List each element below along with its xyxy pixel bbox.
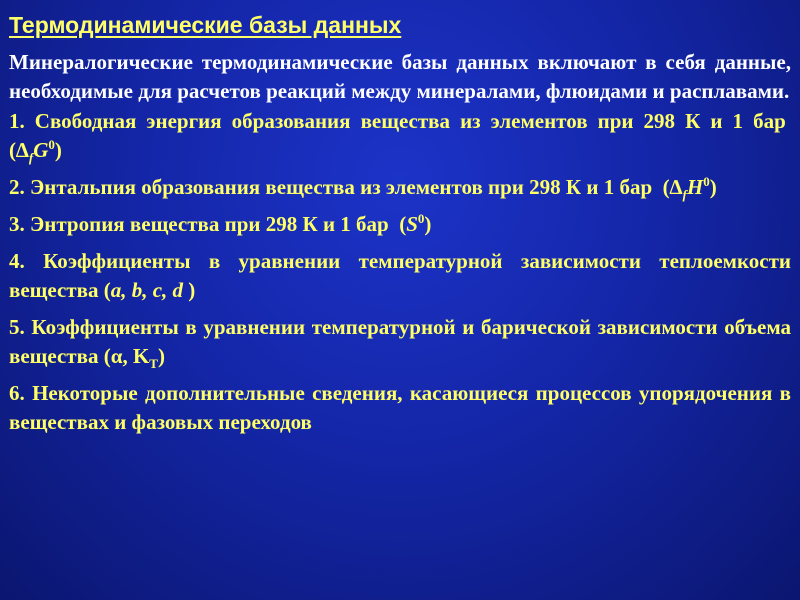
list-item-6 xyxy=(9,379,791,437)
item-1-text: 1. Свободная энергия образования вещества из элементов при 298 К и 1 бар xyxy=(9,109,786,133)
list-item-3 xyxy=(9,210,791,239)
item-5-text: 5. Коэффициенты в уравнении температурной и барической зависимости объема вещества xyxy=(9,315,791,368)
slide xyxy=(9,10,791,590)
item-2-text: 2. Энтальпия образования вещества из элементов при 298 К и 1 бар xyxy=(9,175,653,199)
item-2-formula: $(\Delta_fH^0)$ xyxy=(662,174,717,203)
item-4-text: 4. Коэффициенты в уравнении температурной зависимости теплоемкости вещества xyxy=(9,249,791,302)
list-item-2 xyxy=(9,173,791,202)
item-3-text: 3. Энтропия вещества при 298 К и 1 бар xyxy=(9,212,389,236)
slide-title: Термодинамические базы данных xyxy=(9,12,402,38)
list-item-1 xyxy=(9,107,791,165)
item-1-formula: $(\Delta_fG^0)$ xyxy=(9,137,62,166)
list-item-5 xyxy=(9,313,791,371)
item-6-text: 6. Некоторые дополнительные сведения, касающиеся процессов упорядочения в веществах и фазовых переходов xyxy=(9,381,791,434)
item-5-formula: (α, $K_T$) xyxy=(103,344,165,372)
item-3-formula: $(S^0)$ xyxy=(399,211,432,236)
item-4-formula: (a, b, c, d ) xyxy=(103,278,196,302)
list-item-4 xyxy=(9,247,791,305)
intro-paragraph: Минералогические термодинамические базы данных включают в себя данные, необходимые для расчетов реакций между минералами, флюидами и расплавами. xyxy=(9,50,791,103)
